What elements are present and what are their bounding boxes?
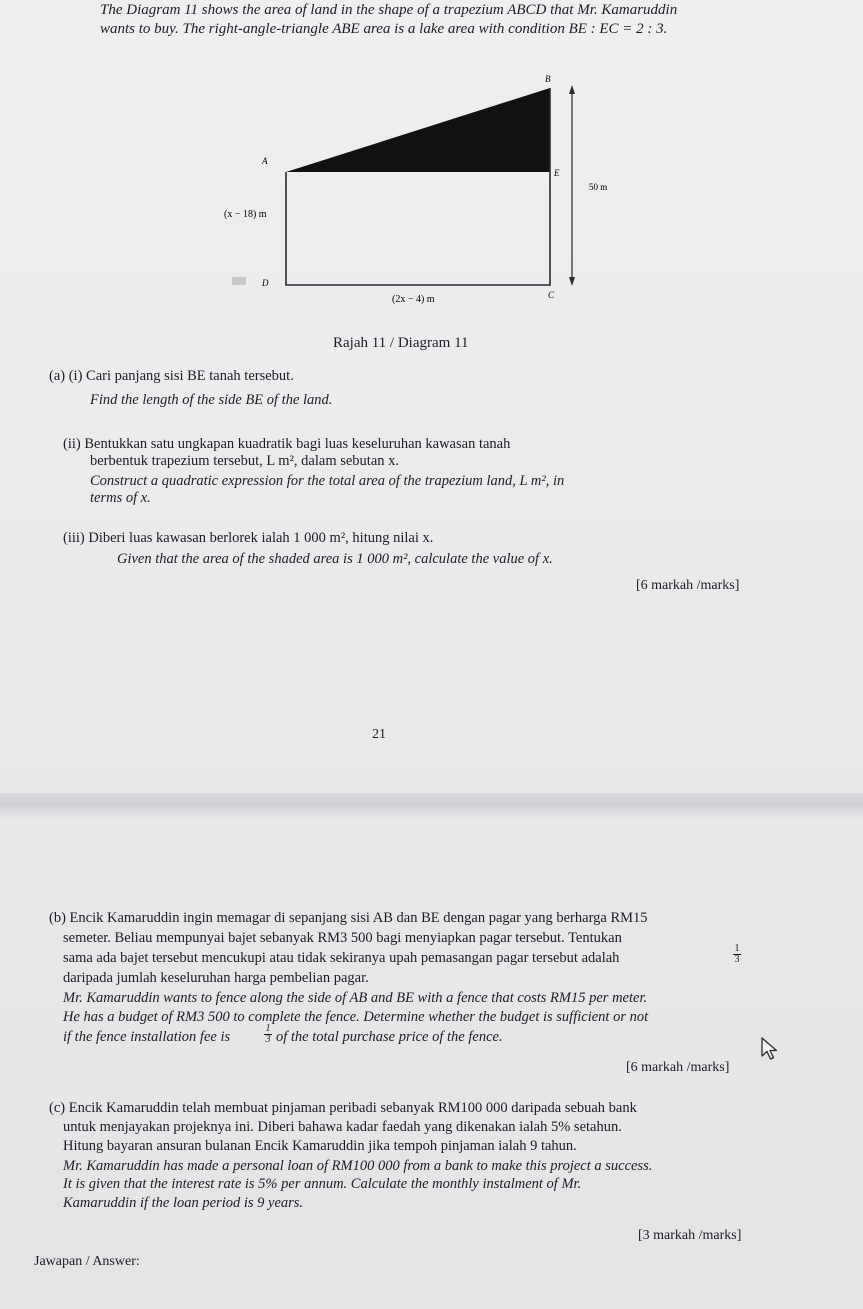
part-a-iii-malay: (iii) Diberi luas kawasan berlorek ialah 1 000 m², hitung nilai x. [63,530,434,546]
part-c-malay-1: (c) Encik Kamaruddin telah membuat pinjaman peribadi sebanyak RM100 000 daripada sebuah bank [49,1100,637,1116]
small-blur-mark [232,277,246,285]
part-b-marks: [6 markah /marks] [626,1060,730,1075]
part-b-malay-4: daripada jumlah keseluruhan harga pembelian pagar. [63,970,369,986]
part-b-english-2: He has a budget of RM3 500 to complete the fence. Determine whether the budget is sufficient or not [63,1009,649,1025]
part-c-malay-2: untuk menjayakan projeknya ini. Diberi bahawa kadar faedah yang dikenakan ialah 5% setahun. [63,1119,622,1135]
part-a-i-english: Find the length of the side BE of the land. [90,392,333,408]
part-c-english-2: It is given that the interest rate is 5% per annum. Calculate the monthly instalment of Mr. [63,1176,582,1192]
page-number: 21 [372,727,386,742]
trapezium-diagram [0,40,863,370]
part-a-ii-malay-2: berbentuk trapezium tersebut, L m², dalam sebutan x. [90,453,400,469]
mouse-pointer-icon [760,1036,780,1062]
fraction-denominator: 3 [265,1034,271,1045]
side-label-bottom: (2x − 4) m [392,294,435,305]
side-label-right: 50 m [589,182,608,192]
part-b-english-3b: of the total purchase price of the fence. [276,1029,503,1045]
vertex-label-a: A [262,156,268,166]
answer-label: Jawapan / Answer: [34,1254,140,1269]
diagram-caption: Rajah 11 / Diagram 11 [333,335,469,351]
part-a-marks: [6 markah /marks] [636,578,740,593]
part-b-malay-1: (b) Encik Kamaruddin ingin memagar di sepanjang sisi AB dan BE dengan pagar yang berharga RM15 [49,910,648,926]
part-b-malay-3: sama ada bajet tersebut mencukupi atau tidak sekiranya upah pemasangan pagar tersebut adalah [63,950,620,966]
part-a-iii-english: Given that the area of the shaded area is 1 000 m², calculate the value of x. [117,551,553,567]
vertex-label-c: C [548,290,555,300]
part-a-ii-malay-1: (ii) Bentukkan satu ungkapan kuadratik bagi luas keseluruhan kawasan tanah [63,436,511,452]
vertex-label-b: B [545,74,551,84]
part-b-malay-2: semeter. Beliau mempunyai bajet sebanyak RM3 500 bagi menyiapkan pagar tersebut. Tentukan [63,930,622,946]
page-fold-shadow [0,793,863,817]
part-c-marks: [3 markah /marks] [638,1228,742,1243]
fraction-numerator: 1 [265,1023,271,1034]
intro-line-1: The Diagram 11 shows the area of land in the shape of a trapezium ABCD that Mr. Kamaruddin [100,2,678,18]
part-a-ii-english-2: terms of x. [90,490,151,506]
part-b-fraction-english [264,1024,272,1045]
part-b-english-3a: if the fence installation fee is [63,1029,231,1045]
fraction-denominator: 3 [734,954,740,965]
part-b-fraction-malay [733,944,741,965]
part-b-english-1: Mr. Kamaruddin wants to fence along the side of AB and BE with a fence that costs RM15 per meter. [63,990,648,1006]
part-a-ii-english-1: Construct a quadratic expression for the total area of the trapezium land, L m², in [90,473,565,489]
dimension-arrow-top [569,85,575,94]
vertex-label-e: E [554,168,560,178]
part-c-english-1: Mr. Kamaruddin has made a personal loan of RM100 000 from a bank to make this project a success. [63,1158,653,1174]
side-label-left: (x − 18) m [224,209,267,220]
part-a-i-malay: (a) (i) Cari panjang sisi BE tanah tersebut. [49,368,294,384]
fraction-numerator: 1 [734,943,740,954]
dimension-arrow-bottom [569,277,575,286]
intro-line-2: wants to buy. The right-angle-triangle ABE area is a lake area with condition BE : EC = 2 : 3. [100,21,668,37]
vertex-label-d: D [262,278,269,288]
shaded-lake-triangle [286,88,550,172]
part-c-malay-3: Hitung bayaran ansuran bulanan Encik Kamaruddin jika tempoh pinjaman ialah 9 tahun. [63,1138,577,1154]
part-c-english-3: Kamaruddin if the loan period is 9 years. [63,1195,304,1211]
